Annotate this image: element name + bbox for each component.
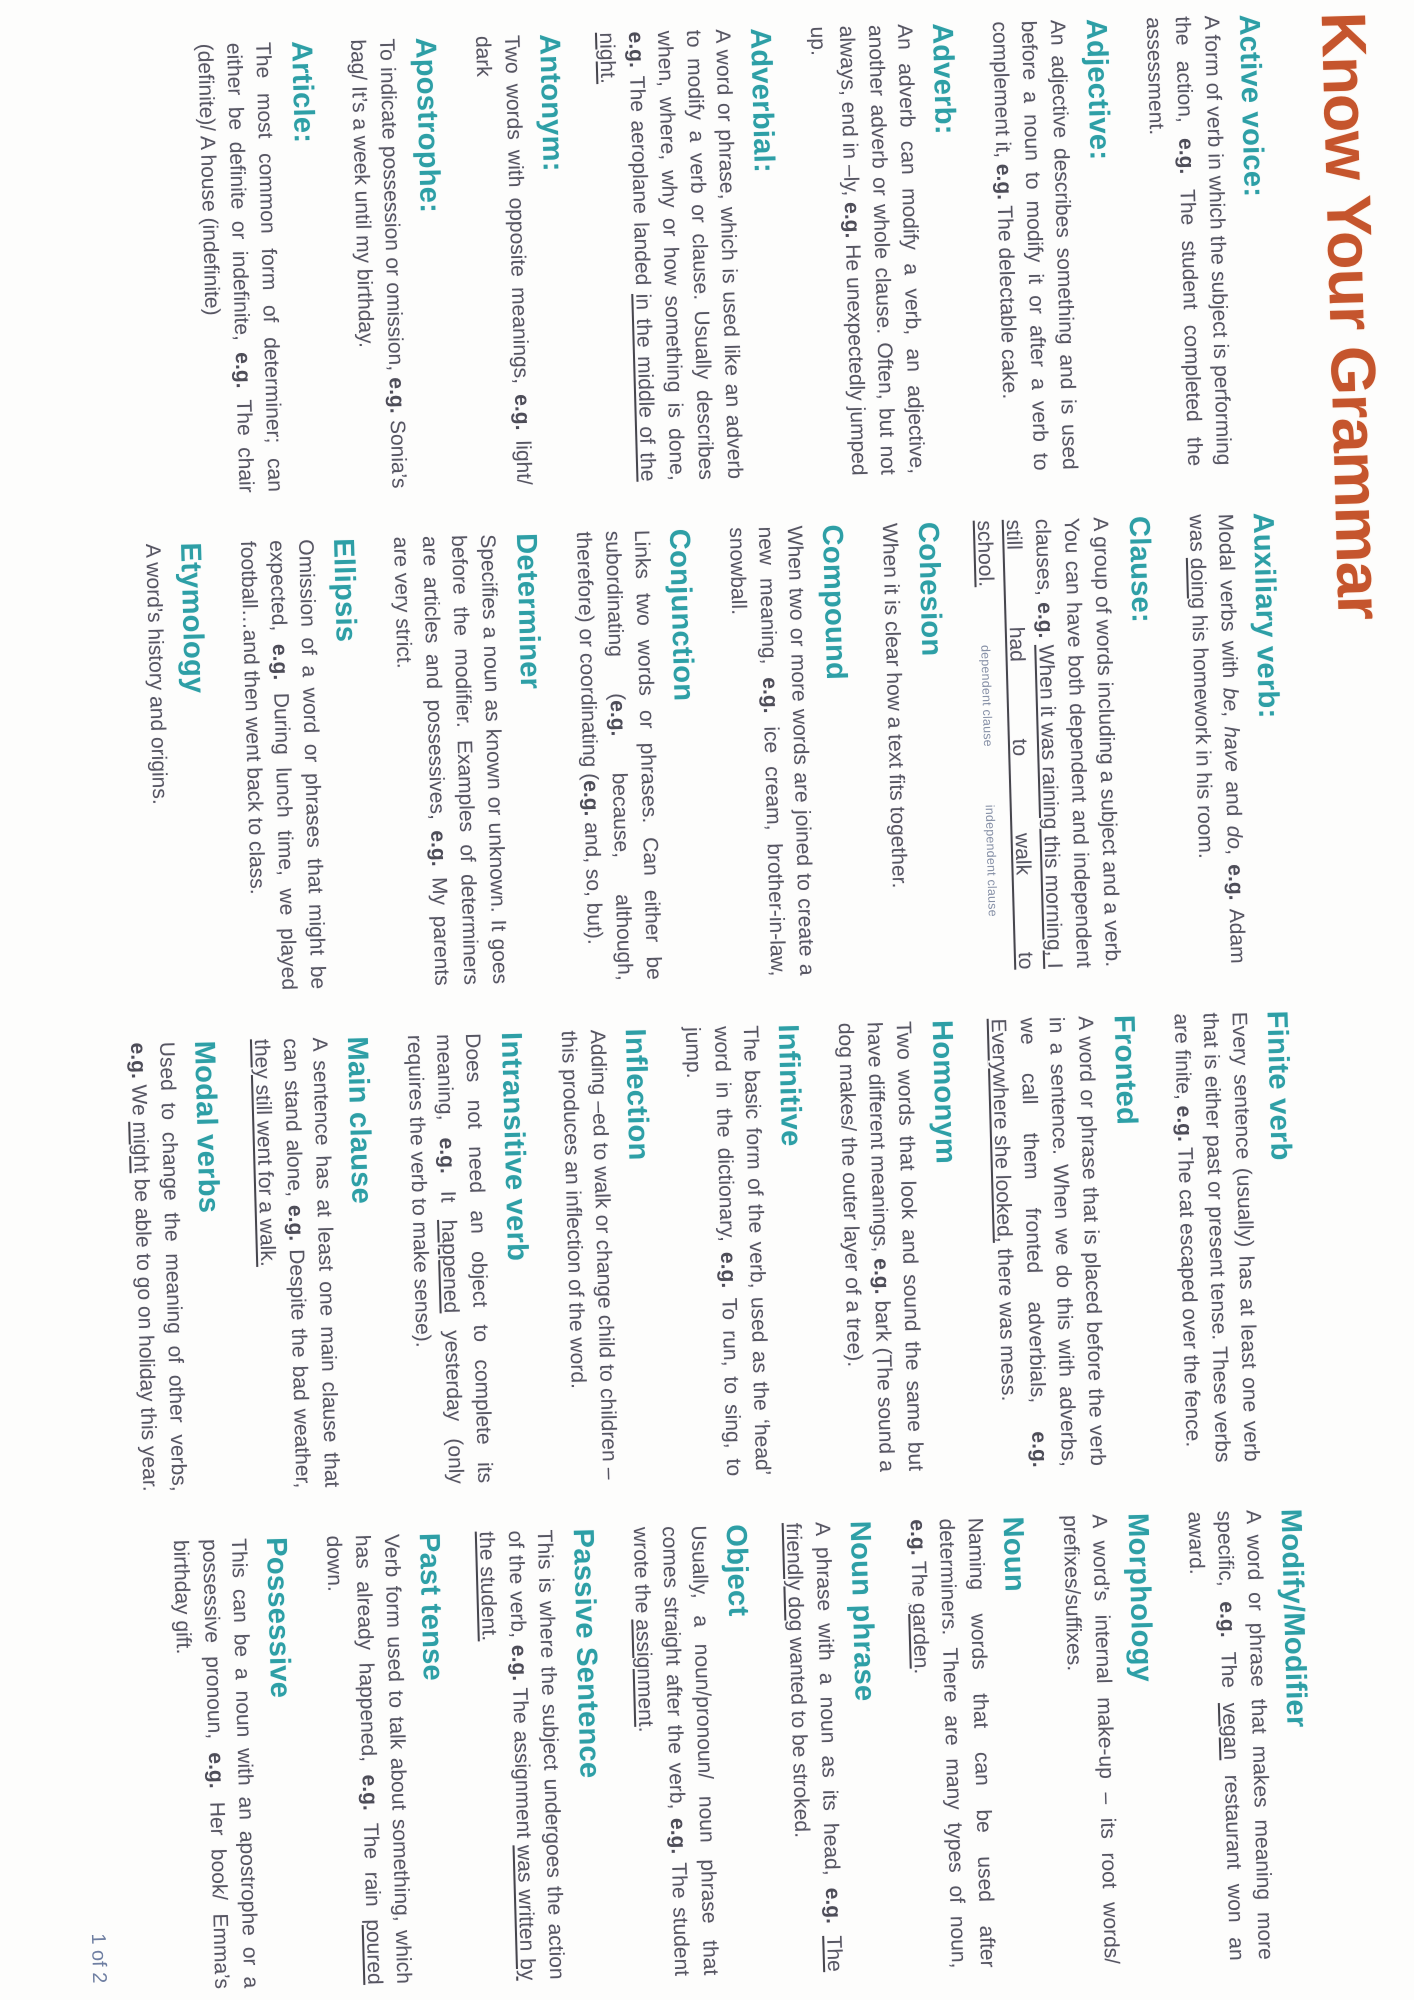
entry-term: Modify/Modifier [1274, 1508, 1313, 1729]
clause-annotation: independent clause [983, 804, 1001, 917]
glossary-entry [874, 522, 956, 974]
entry-definition: To indicate possession or omission, e.g. Sonia’s bag/ It’s a week until my birthday. [346, 38, 412, 489]
entry-definition: A phrase with a noun as its head, e.g. The friendly dog wanted to be stroked. [781, 1521, 847, 1973]
entry-term: Antonym: [533, 33, 569, 173]
glossary-entry [137, 542, 219, 994]
glossary-entry [1137, 14, 1277, 467]
glossary-entry [983, 1015, 1152, 1469]
entry-definition: This can be a noun with an apostrophe or a possessive pronoun, e.g. Her book/ Emma’s birthday gift. [168, 1537, 263, 1990]
glossary-entry [778, 1520, 889, 1973]
entry-definition: Two words that look and sound the same but have different meanings, e.g. bark (The sound a dog makes/ the outer layer of a tree). [833, 1020, 928, 1473]
entry-term: Active voice: [1232, 14, 1270, 198]
glossary-entry [467, 34, 578, 487]
glossary-columns [68, 14, 1319, 1992]
glossary-entry [232, 538, 372, 991]
glossary-entry [343, 37, 454, 490]
entry-definition: Does not need an object to complete its meaning, e.g. It happened yesterday (only requires the verb to make sense). [403, 1032, 497, 1485]
glossary-entry [246, 1036, 386, 1489]
entry-term: Clause: [1122, 515, 1158, 624]
glossary-entry [802, 23, 971, 477]
page-number: 1 of 2 [86, 1933, 111, 1984]
entry-term: Ellipsis [327, 537, 363, 643]
entry-definition: When two or more words are joined to create a new meaning, e.g. ice cream, brother-in-law, snowball. [724, 525, 819, 977]
entry-term: Homonym [925, 1019, 962, 1165]
entry-term: Auxiliary verb: [1246, 512, 1285, 719]
glossary-entry [1165, 1010, 1305, 1463]
entry-definition: Usually, a noun/pronoun/ noun phrase that comes straight after the verb, e.g. The student wrote the assignment. [628, 1525, 722, 1977]
glossary-entry [568, 528, 708, 981]
entry-definition: Omission of a word or phrases that might be expected, e.g. During lunch time, we played football…and then went back to class. [236, 539, 330, 991]
entry-term: Past tense [413, 1532, 450, 1682]
glossary-entry [830, 1020, 970, 1473]
entry-definition: A word’s history and origins. [140, 543, 172, 805]
entry-definition: An adjective describes something and is used before a noun to modify it or after a verb to complement it, e.g. The delectable cake. [988, 19, 1082, 471]
clause-annotation: dependent clause [978, 644, 996, 748]
entry-definition: A form of verb in which the subject is performing the action, e.g. The student completed the assessment. [1141, 15, 1235, 467]
glossary-entry [189, 41, 329, 494]
entry-term: Modal verbs [188, 1040, 226, 1214]
glossary-entry [1180, 512, 1291, 965]
entry-definition: A sentence has at least one main clause that can stand alone, e.g. Despite the bad weather, they still went for a walk. [250, 1037, 344, 1489]
entry-definition: Used to change the meaning of other verbs, e.g. We might be able to go on holiday this year. [125, 1041, 191, 1492]
entry-definition: A word or phrase, which is used like an adverb to modify a verb or clause. Usually describes when, where, why or how something is done, e.g. The aeroplane landed in the middle of the night. [595, 28, 747, 482]
entry-definition: Two words with opposite meanings, e.g. light/ dark [470, 34, 536, 486]
entry-definition: This is where the subject undergoes the action of the verb, e.g. The assignment was written by the student. [475, 1529, 569, 1981]
entry-term: Infinitive [772, 1023, 808, 1148]
entry-term: Possessive [260, 1536, 297, 1699]
entry-term: Noun phrase [843, 1520, 881, 1702]
entry-definition: Adding –ed to walk or change child to children – this produces an inflection of the word. [556, 1029, 622, 1480]
entry-definition: The most common form of determiner; can either be definite or indefinite, e.g. The chair (definite)/ A house (indefinite) [193, 41, 287, 493]
glossary-entry [591, 28, 789, 483]
entry-term: Main clause [341, 1035, 379, 1205]
entry-definition: Naming words that can be used after determiners. There are many types of noun, e.g. The garden. [905, 1517, 1000, 1969]
entry-definition: A group of words including a subject and a verb. You can have both dependent and independent clauses, e.g. When it was raining this morning, I still had to walk to school.dependent clauseindependent clause [973, 516, 1125, 970]
entry-term: Finite verb [1260, 1010, 1297, 1162]
glossary-entry [399, 1032, 539, 1485]
entry-term: Passive Sentence [566, 1528, 606, 1779]
entry-definition: Every sentence (usually) has at least one verb that is either past or present tense. These verbs are finite, e.g. The cat escaped over the fence. [1169, 1011, 1263, 1463]
entry-term: Inflection [618, 1028, 655, 1161]
glossary-column [111, 512, 1291, 994]
glossary-column [96, 1010, 1305, 1493]
entry-definition: Modal verbs with be, have and do, e.g. Adam was doing his homework in his room. [1184, 513, 1249, 964]
entry-term: Etymology [174, 542, 211, 694]
entry-term: Adverb: [926, 22, 962, 136]
glossary-entry [969, 516, 1167, 971]
glossary-entry [471, 1528, 611, 1981]
glossary-entry [902, 1516, 1042, 1969]
glossary-column [139, 1508, 1319, 1990]
glossary-entry [122, 1040, 233, 1493]
glossary-column [163, 14, 1277, 495]
entry-definition: A word or phrase that makes meaning more specific, e.g. The vegan restaurant won an award. [1183, 1509, 1277, 1961]
entry-definition: A word or phrase that is placed before the verb in a sentence. When we do this with adverbs, we call them fronted adverbials, e.g. Everywhere she looked, there was mess. [987, 1015, 1110, 1468]
entry-term: Conjunction [662, 528, 700, 702]
entry-term: Adverbial: [744, 27, 781, 174]
glossary-entry [553, 1028, 664, 1481]
glossary-entry [385, 533, 554, 987]
entry-definition: When it is clear how a text fits together. [877, 522, 912, 889]
entry-term: Apostrophe: [408, 37, 446, 214]
entry-definition: Links two words or phrases. Can either be subordinating (e.g. because, although, therefore) or coordinating (e.g. and, so, but). [571, 529, 666, 981]
entry-term: Article: [284, 40, 320, 144]
entry-definition: A word’s internal make-up – its root words/ prefixes/suffixes. [1058, 1513, 1124, 1965]
entry-term: Intransitive verb [494, 1031, 533, 1262]
glossary-entry [1055, 1513, 1166, 1966]
entry-definition: Verb form used to talk about something, which has already happened, e.g. The rain poured down. [321, 1533, 416, 1985]
entry-term: Fronted [1107, 1014, 1143, 1126]
entry-term: Compound [816, 524, 853, 681]
glossary-entry [984, 18, 1124, 471]
glossary-entry [721, 524, 861, 977]
entry-term: Noun [997, 1516, 1032, 1593]
glossary-entry [318, 1533, 458, 1986]
entry-term: Adjective: [1079, 18, 1116, 161]
entry-term: Morphology [1121, 1512, 1158, 1683]
glossary-entry [165, 1537, 305, 1990]
glossary-entry [677, 1024, 817, 1477]
glossary-entry [624, 1524, 764, 1977]
page-title: Know Your Grammar [1307, 10, 1395, 620]
entry-definition: Specifies a noun as known or unknown. It goes before the modifier. Examples of determiners are articles and possessives, e.g. My parents are very strict. [389, 533, 512, 987]
entry-definition: An adverb can modify a verb, an adjective, another adverb or whole clause. Often, but not always, end in –ly, e.g. He unexpectedly jumped up. [806, 23, 929, 476]
entry-definition: The basic form of the verb, used as the ‘head’ word in the dictionary, e.g. To run, to sing, to jump. [680, 1025, 775, 1477]
glossary-entry [1179, 1508, 1319, 1961]
entry-term: Cohesion [911, 521, 948, 657]
entry-term: Object [719, 1523, 755, 1617]
entry-term: Determiner [509, 532, 546, 690]
